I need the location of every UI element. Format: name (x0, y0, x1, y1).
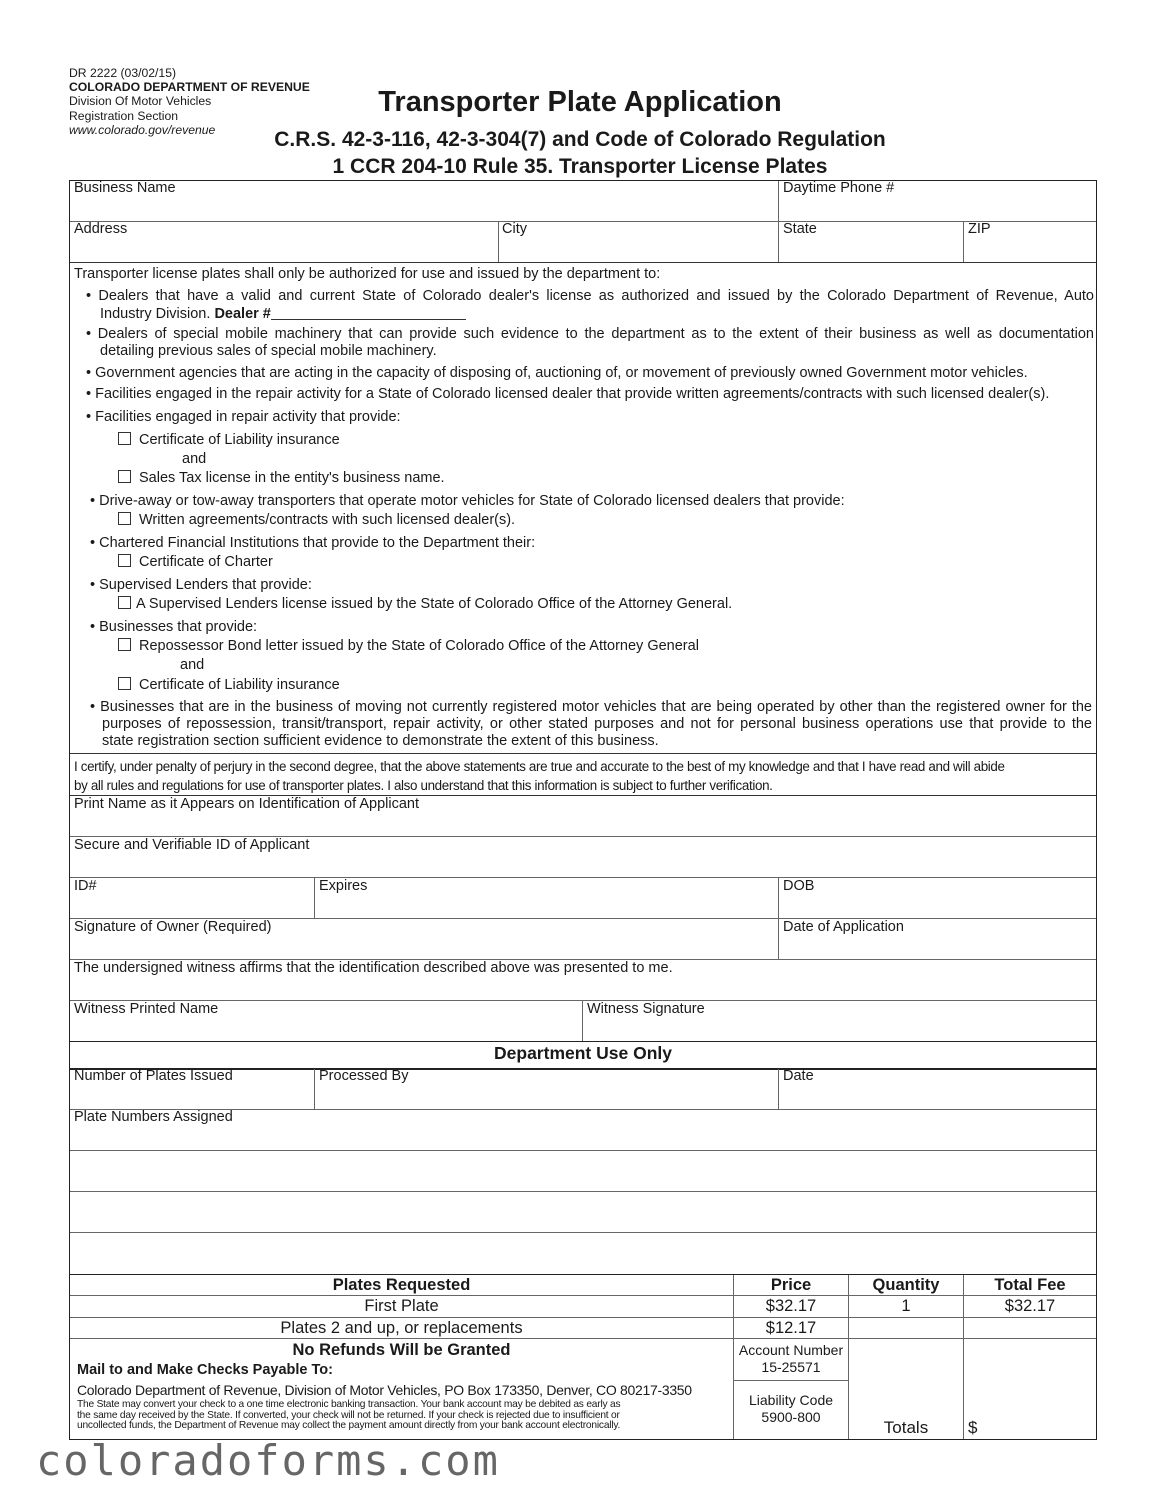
sales-tax-checkbox[interactable] (118, 470, 131, 483)
subtitle-line-2: 1 CCR 204-10 Rule 35. Transporter License Plates (332, 155, 828, 178)
cert-liability-label-2: Certificate of Liability insurance (139, 677, 340, 693)
department-name: COLORADO DEPARTMENT OF REVENUE (69, 80, 310, 95)
repossessor-checkbox[interactable] (118, 638, 131, 651)
certification-line-2: by all rules and regulations for use of transporter plates. I also understand that this information is subject to further verification. (74, 778, 773, 793)
dealer-number-field[interactable] (271, 305, 466, 320)
supervised-license-option (118, 596, 732, 613)
first-plate-price: $32.17 (765, 1297, 817, 1315)
witness-name-field[interactable]: Witness Printed Name (74, 1001, 219, 1017)
written-agreements-label: Written agreements/contracts with such licensed dealer(s). (139, 512, 516, 528)
totals-label: Totals (883, 1418, 929, 1437)
no-refunds-notice: No Refunds Will be Granted (292, 1341, 511, 1359)
repair-provide-item: • Facilities engaged in repair activity that provide: (86, 409, 401, 425)
department-use-heading: Department Use Only (494, 1043, 672, 1063)
col-quantity: Quantity (872, 1276, 940, 1294)
totals-amount-field[interactable]: $ (968, 1418, 978, 1437)
ebt-line-2: the same day received by the State. If converted, your check will not be returned. If your check is rejected due to insufficient or (77, 1409, 620, 1421)
certification-line-1: I certify, under penalty of perjury in the second degree, that the above statements are true and accurate to the best of my knowledge and that I have read and will abide (74, 759, 1005, 774)
id-number-field[interactable]: ID# (74, 878, 97, 894)
subtitle-line-1: C.R.S. 42-3-116, 42-3-304(7) and Code of Colorado Regulation (274, 128, 886, 151)
businesses-item: • Businesses that provide: (90, 619, 258, 635)
account-number-value: 15-25571 (761, 1359, 821, 1375)
repossessor-option (118, 638, 699, 655)
state-field[interactable]: State (783, 221, 817, 237)
mail-to-label: Mail to and Make Checks Payable To: (77, 1362, 333, 1378)
site-watermark: coloradoforms.com (36, 1436, 500, 1485)
cert-liability-option-2 (118, 677, 340, 694)
written-agreements-checkbox[interactable] (118, 512, 131, 525)
plate-numbers-line-2[interactable] (70, 1191, 1096, 1192)
plate-numbers-line-3[interactable] (70, 1232, 1096, 1233)
cert-charter-option (118, 554, 273, 571)
daytime-phone-field[interactable]: Daytime Phone # (783, 180, 895, 196)
city-field[interactable]: City (502, 221, 527, 237)
ebt-line-3: uncollected funds, the Department of Revenue may collect the payment amount directly from your bank account electronically. (77, 1420, 621, 1431)
website: www.colorado.gov/revenue (69, 122, 216, 137)
supervised-item: • Supervised Lenders that provide: (90, 577, 312, 593)
plates-issued-field[interactable]: Number of Plates Issued (74, 1068, 233, 1084)
repair-dealer-item: • Facilities engaged in the repair activity for a State of Colorado licensed dealer that provide written agreements/contracts with such licensed dealer(s). (86, 386, 1050, 402)
dealers-line-1: • Dealers that have a valid and current State of Colorado dealer's license as authorized and issued by the Colorado Department of Revenue, Auto (86, 288, 1094, 304)
dealers-item (86, 288, 1094, 323)
dealer-number-label: Dealer # (214, 306, 271, 322)
sales-tax-option (118, 470, 445, 487)
dob-field[interactable]: DOB (783, 878, 815, 894)
chartered-item: • Chartered Financial Institutions that provide to the Department their: (90, 535, 536, 551)
liability-code-label: Liability Code (748, 1392, 834, 1408)
driveaway-item: • Drive-away or tow-away transporters that operate motor vehicles for State of Colorado licensed dealers that provide: (90, 493, 845, 509)
plate-numbers-field[interactable]: Plate Numbers Assigned (74, 1109, 233, 1125)
form-title: Transporter Plate Application (378, 86, 782, 118)
liability-code-block (734, 1392, 848, 1426)
col-price: Price (770, 1276, 812, 1294)
moving-line-2: purposes of repossession, transit/transport, repair activity, or other stated purposes and not for personal business operations use that provide to the (102, 716, 1092, 732)
cert-liability-checkbox[interactable] (118, 432, 131, 445)
first-plate-quantity[interactable]: 1 (901, 1297, 911, 1315)
special-machinery-item (86, 326, 1094, 360)
address-field[interactable]: Address (74, 221, 128, 237)
written-agreements-option (118, 512, 515, 529)
secure-id-field[interactable]: Secure and Verifiable ID of Applicant (74, 837, 310, 853)
witness-signature-field[interactable]: Witness Signature (587, 1001, 705, 1017)
electronic-check-notice (77, 1400, 727, 1432)
supervised-license-label: A Supervised Lenders license issued by the State of Colorado Office of the Attorney General. (136, 596, 733, 612)
certification-statement (74, 757, 1094, 795)
additional-plates-price: $12.17 (765, 1319, 817, 1337)
division-name: Division Of Motor Vehicles (69, 94, 212, 109)
account-number-block (734, 1342, 848, 1376)
moving-item (90, 699, 1092, 750)
form-subtitle (240, 126, 920, 180)
moving-line-1: • Businesses that are in the business of moving not currently registered motor vehicles that are being operated by other than the registered owner for the (90, 699, 1092, 715)
and-text-2: and (180, 657, 205, 673)
special-line-1: • Dealers of special mobile machinery that can provide such evidence to the department as to the extent of their business as well as documentation (86, 326, 1094, 342)
mailing-address: Colorado Department of Revenue, Division of Motor Vehicles, PO Box 173350, Denver, CO 80217-3350 (77, 1382, 692, 1398)
col-total-fee: Total Fee (994, 1276, 1066, 1294)
owner-signature-field[interactable]: Signature of Owner (Required) (74, 919, 272, 935)
processed-by-field[interactable]: Processed By (319, 1068, 409, 1084)
government-item: • Government agencies that are acting in the capacity of disposing of, auctioning of, or movement of previously owned Government motor vehicles. (86, 365, 1028, 381)
moving-line-3: state registration section sufficient evidence to demonstrate the extent of this business. (102, 733, 659, 749)
supervised-license-checkbox[interactable] (118, 596, 131, 609)
first-plate-item: First Plate (364, 1297, 439, 1315)
additional-plates-item: Plates 2 and up, or replacements (280, 1319, 523, 1337)
cert-charter-checkbox[interactable] (118, 554, 131, 567)
business-name-field[interactable]: Business Name (74, 180, 176, 196)
account-number-label: Account Number (738, 1342, 844, 1358)
department-date-field[interactable]: Date (783, 1068, 814, 1084)
dealers-line-2: Industry Division. (100, 306, 211, 322)
repossessor-label: Repossessor Bond letter issued by the State of Colorado Office of the Attorney General (139, 638, 699, 654)
cert-charter-label: Certificate of Charter (139, 554, 273, 570)
sales-tax-label: Sales Tax license in the entity's business name. (139, 470, 445, 486)
print-name-field[interactable]: Print Name as it Appears on Identification of Applicant (74, 796, 419, 812)
date-of-application-field[interactable]: Date of Application (783, 919, 904, 935)
special-line-2: detailing previous sales of special mobile machinery. (100, 343, 437, 359)
first-plate-total[interactable]: $32.17 (1004, 1297, 1056, 1315)
cert-liability-label: Certificate of Liability insurance (139, 432, 340, 448)
expires-field[interactable]: Expires (319, 878, 368, 894)
liability-code-value: 5900-800 (761, 1409, 821, 1425)
col-plates-requested: Plates Requested (332, 1276, 471, 1294)
cert-liability-checkbox-2[interactable] (118, 677, 131, 690)
form-number: DR 2222 (03/02/15) (69, 66, 177, 80)
eligibility-intro: Transporter license plates shall only be authorized for use and issued by the department to: (74, 266, 661, 282)
section-name: Registration Section (69, 108, 179, 123)
ebt-line-1: The State may convert your check to a one time electronic banking transaction. Your bank account may be debited as early as (77, 1399, 621, 1410)
cert-liability-option (118, 432, 340, 449)
zip-field[interactable]: ZIP (968, 221, 991, 237)
and-text: and (182, 451, 207, 467)
witness-statement: The undersigned witness affirms that the identification described above was presented to me. (74, 960, 673, 976)
